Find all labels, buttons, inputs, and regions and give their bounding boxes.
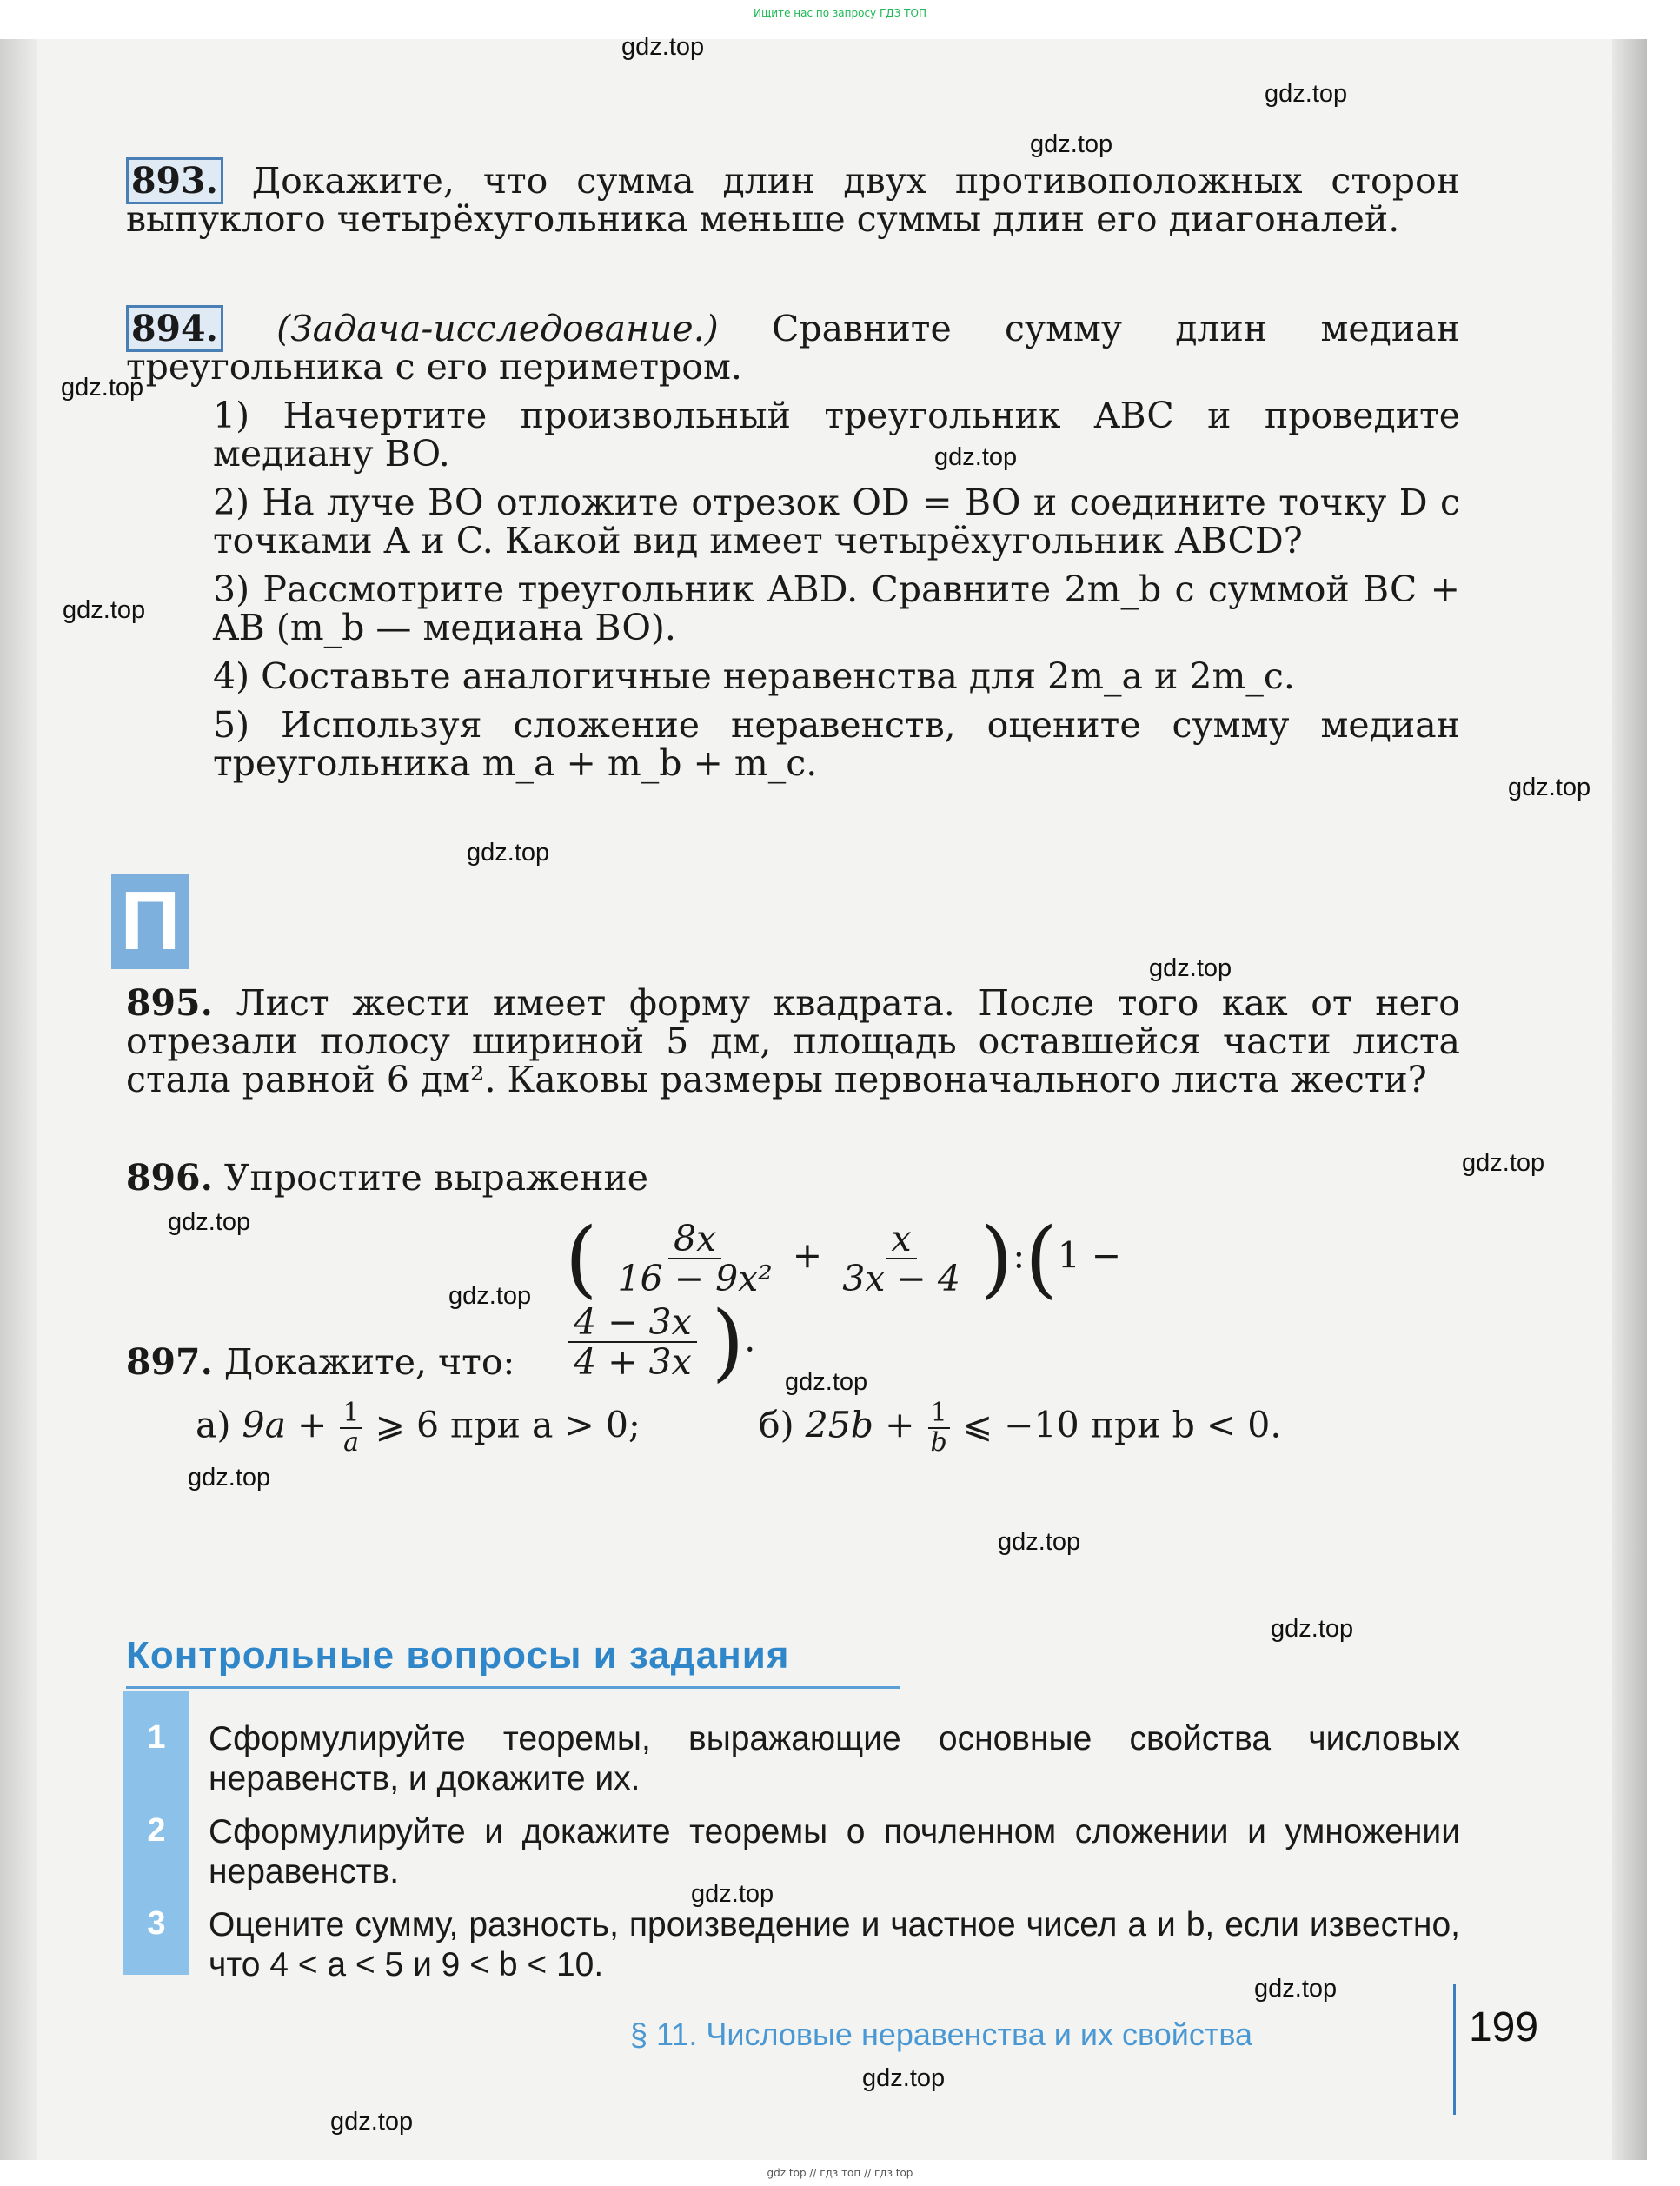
problem-text: Упростите выражение [223,1157,649,1199]
section-p-marker: П [111,874,189,969]
watermark: gdz.top [862,2064,946,2092]
paren-close: ) [711,1293,745,1391]
top-note: Ищите нас по запросу ГДЗ ТОП [754,7,926,19]
problem-number: 893. [126,157,223,204]
part-b-frac-den: b [930,1427,947,1458]
watermark: gdz.top [1265,80,1348,108]
problem-number: 896. [126,1157,213,1199]
watermark: gdz.top [168,1208,251,1236]
part-b-label: б) [758,1404,794,1446]
watermark: gdz.top [467,839,550,867]
part-a-fraction [340,1399,362,1457]
question-number: 1 [147,1719,166,1756]
running-footer: § 11. Числовые неравенства и их свойства [630,2017,1253,2052]
problem-897-parts [196,1399,1456,1457]
problem-number: 895. [126,982,213,1024]
paren-open: ( [1025,1210,1058,1307]
watermark: gdz.top [621,33,705,61]
part-a-label: а) [196,1404,231,1446]
fraction-1-den: 16 − 9x² [617,1258,773,1299]
problem-number: 897. [126,1341,213,1383]
part-a-right: ⩾ 6 при a > 0; [375,1404,641,1446]
part-b-left: 25b + [805,1404,915,1446]
watermark: gdz.top [61,374,144,402]
watermark: gdz.top [63,596,146,624]
page-number: 199 [1453,1984,1551,2115]
fraction-2-num: x [886,1219,916,1259]
step-3: 3) Рассмотрите треугольник ABD. Сравните 2m_b с суммой BC + AB (m_b — медиана BO). [213,568,1460,648]
problem-895 [126,984,1460,1099]
fraction-3-num: 4 − 3x [568,1303,697,1343]
problem-intro-italic: (Задача-исследование.) [276,308,719,349]
step-1: 1) Начертите произвольный треугольник ABC и проведите медиану BO. [213,395,1460,475]
question-number: 3 [147,1905,166,1942]
watermark: gdz.top [691,1880,774,1908]
part-a-left: 9a + [242,1404,328,1446]
problem-intro: Сравните сумму длин медиан треугольника с его периметром. [126,308,1460,388]
left-gutter [0,39,37,2160]
watermark: gdz.top [330,2108,414,2136]
problem-893 [126,162,1460,238]
part-b-frac-num: 1 [928,1399,950,1429]
question-number: 2 [147,1812,166,1849]
part-a-frac-den: a [343,1427,359,1458]
question-2: Сформулируйте и докажите теоремы о почленном сложении и умножении неравенств. [209,1813,1460,1890]
bottom-note: gdz top // гдз топ // гдз top [767,2167,913,2179]
watermark: gdz.top [998,1528,1081,1556]
watermark: gdz.top [785,1368,868,1396]
problem-894 [126,309,1460,782]
part-b-right: ⩽ −10 при b < 0. [962,1404,1282,1446]
right-spine [1612,39,1647,2160]
period: . [744,1318,756,1360]
watermark: gdz.top [934,443,1018,471]
one: 1 − [1057,1234,1122,1277]
problem-number: 894. [126,305,223,352]
problem-897 [126,1343,1460,1381]
plus-sign: + [792,1234,823,1277]
fraction-2 [837,1219,966,1298]
problem-896 [126,1159,1460,1197]
step-4: 4) Составьте аналогичные неравенства для 2m_a и 2m_c. [213,655,1295,697]
watermark: gdz.top [448,1282,532,1310]
divide-sign: : [1013,1234,1026,1277]
part-a-frac-num: 1 [340,1399,362,1429]
part-b-fraction [928,1399,950,1457]
problem-text: Докажите, что сумма длин двух противоположных сторон выпуклого четырёхугольника меньше суммы длин его диагоналей. [126,160,1460,240]
fraction-3-den: 4 + 3x [574,1341,692,1383]
problem-text: Лист жести имеет форму квадрата. После того как от него отрезали полосу шириной 5 дм, площадь оставшейся части листа стала равной 6 дм². Каковы размеры первоначального листа жести? [126,982,1460,1100]
question-1: Сформулируйте теоремы, выражающие основные свойства числовых неравенств, и докажите их. [209,1720,1460,1797]
watermark: gdz.top [1149,954,1232,982]
section-title: Контрольные вопросы и задания [126,1634,790,1677]
paren-close: ) [979,1210,1013,1307]
step-5: 5) Используя сложение неравенств, оцените сумму медиан треугольника m_a + m_b + m_c. [213,704,1460,784]
fraction-1 [613,1219,778,1298]
problem-text: Докажите, что: [223,1341,515,1383]
question-3: Оцените сумму, разность, произведение и частное чисел a и b, если известно, что 4 < a < 5 и 9 < b < 10. [209,1906,1460,1983]
watermark: gdz.top [1462,1149,1545,1177]
section-underline [126,1686,900,1689]
watermark: gdz.top [1271,1615,1354,1643]
watermark: gdz.top [1030,130,1113,158]
watermark: gdz.top [1508,774,1591,801]
step-2: 2) На луче BO отложите отрезок OD = BO и соедините точку D с точками A и C. Какой вид имеет четырёхугольник ABCD? [213,482,1460,561]
paren-open: ( [565,1210,598,1307]
fraction-2-den: 3x − 4 [842,1258,960,1299]
watermark: gdz.top [188,1464,271,1492]
watermark: gdz.top [1254,1975,1338,2003]
fraction-1-num: 8x [668,1219,721,1259]
